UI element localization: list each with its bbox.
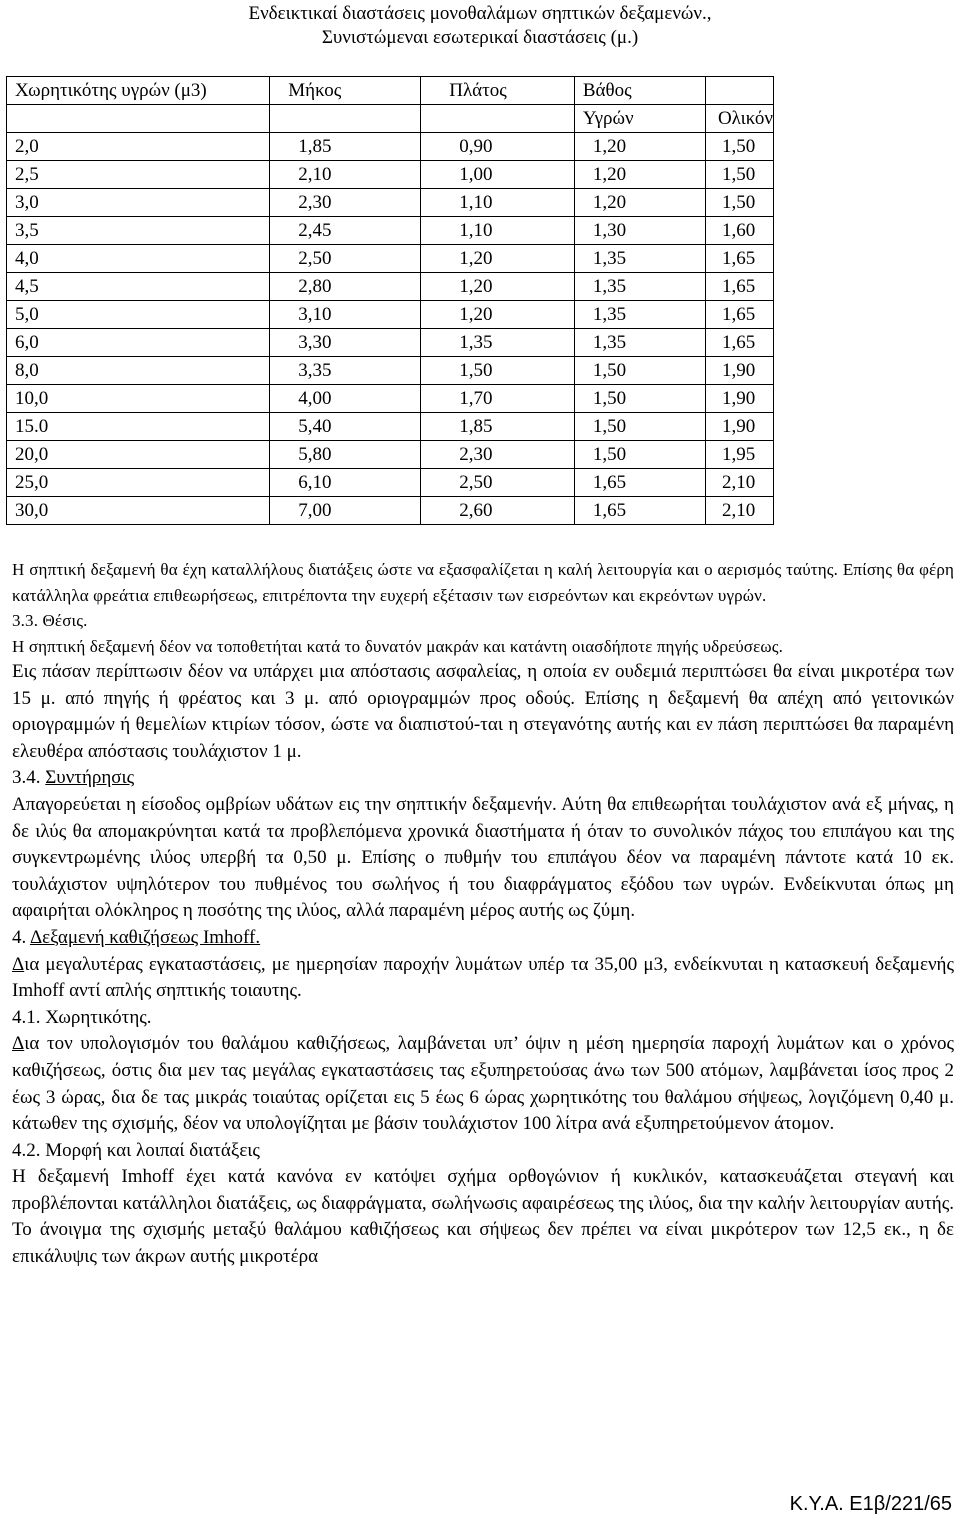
table-row [7,301,774,329]
cell-width: 1,10 [421,217,575,245]
cell-depth-total: 2,10 [705,469,773,497]
cell-depth-liquid: 1,20 [574,189,705,217]
cell-capacity: 20,0 [7,441,270,469]
cell-length: 3,35 [270,357,421,385]
cell-width: 1,35 [421,329,575,357]
cell-depth-liquid: 1,30 [574,217,705,245]
cell-capacity: 30,0 [7,497,270,525]
cell-capacity: 2,5 [7,161,270,189]
cell-capacity: 3,5 [7,217,270,245]
section-4-title: Δεξαμενή καθιζήσεως Imhoff. [29,926,261,948]
cell-depth-liquid: 1,50 [574,385,705,413]
cell-depth-liquid: 1,35 [574,329,705,357]
cell-capacity: 6,0 [7,329,270,357]
body-text [12,557,954,1271]
cell-width: 2,60 [421,497,575,525]
section-3-3-heading [12,608,954,634]
cell-length: 2,10 [270,161,421,189]
cell-width: 1,70 [421,385,575,413]
table-row [7,385,774,413]
cell-width: 1,10 [421,189,575,217]
cell-depth-liquid: 1,35 [574,301,705,329]
serif-section [12,659,954,1271]
section-4-1-number: 4.1. [12,1006,46,1028]
cell-depth-total: 2,10 [705,497,773,525]
header-width: Πλάτος [421,77,575,105]
cell-depth-total: 1,50 [705,189,773,217]
cell-depth-liquid: 1,20 [574,161,705,189]
paragraph-capacity-text: ια τον υπολογισμόν του θαλάμου καθιζήσεως, λαμβάνεται υπ’ όψιν η μέση ημερησία παροχή λυμάτων και ο χρόνος καθιζήσεως, όστις δια μεν τας μεγάλας εγκαταστάσεις τας εξυπηρετούσας άνω των 500 ατόμων, λαμβάνεται ίσος προς 2 έως 3 ώρας, δια δε τας μικράς τοιαύτας ορίζεται εις 5 έως 6 ώρας χωρητικότης του θαλάμου σήψεως, λογιζόμενη 0,40 μ. κάτωθεν της σχισμής, δέον να υπολογίζηται με βάσιν τουλάχιστον 100 λίτρα ανά εξυπηρετούμενον άτομον. [12,1033,954,1135]
document-title [0,2,960,50]
paragraph-ventilation: Η σηπτική δεξαμενή θα έχη καταλλήλους διατάξεις ώστε να εξασφαλίζεται η καλή λειτουργία και ο αερισμός ταύτης. Επίσης θα φέρη κατάλληλα φρεάτια επιθεωρήσεως, επιτρέποντα την ευχερή εξέτασιν των εισρεόντων και εκρεόντων υγρών. [12,560,954,605]
title-line-1: Ενδεικτικαί διαστάσεις μονοθαλάμων σηπτικών δεξαμενών., [248,3,712,24]
section-3-4-number: 3.4. [12,767,46,789]
cell-length: 4,00 [270,385,421,413]
cell-depth-total: 1,50 [705,161,773,189]
cell-length: 6,10 [270,469,421,497]
cell-depth-total: 1,90 [705,413,773,441]
paragraph-imhoff-intro-initial: Δ [12,953,25,975]
subheader-total: Ολικόν [705,105,773,133]
cell-capacity: 8,0 [7,357,270,385]
cell-depth-liquid: 1,50 [574,441,705,469]
cell-depth-total: 1,65 [705,301,773,329]
dimensions-table [6,76,774,525]
paragraph-safety-distance: Εις πάσαν περίπτωσιν δέον να υπάρχει μια απόστασις ασφαλείας, η οποία εν ουδεμιά περιπτώσει θα είναι μικροτέρα των 15 μ. από πηγής ή φρέατος και 3 μ. από οριογραμμών προς οδούς. Επίσης η δεξαμενή θα απέχη από γειτονικών οριογραμμών ή θεμελίων κτιρίων τόσον, ώστε να διαπιστού-ται η στεγανότης αυτής και εν πάση περιπτώσει θα παραμένη ελευθέρα απόστασις τουλάχιστον 1 μ. [12,661,954,762]
cell-width: 1,20 [421,245,575,273]
paragraph-capacity-initial: Δ [12,1033,25,1055]
section-4-2-number: 4.2. [12,1139,46,1161]
cell-depth-liquid: 1,35 [574,273,705,301]
cell-capacity: 2,0 [7,133,270,161]
table-row [7,161,774,189]
sans-section [12,557,954,659]
header-length: Μήκος [270,77,421,105]
section-3-3-number: 3.3. [12,611,43,630]
subheader-liquid: Υγρών [574,105,705,133]
cell-width: 1,20 [421,273,575,301]
cell-capacity: 10,0 [7,385,270,413]
section-4-1-title: Χωρητικότης. [45,1006,152,1028]
cell-depth-total: 1,50 [705,133,773,161]
cell-length: 3,30 [270,329,421,357]
cell-depth-total: 1,65 [705,245,773,273]
cell-depth-total: 1,65 [705,273,773,301]
paragraph-imhoff-intro [12,952,954,1005]
section-3-4-title: Συντήρησις [45,767,135,789]
section-4-2-heading [12,1138,954,1165]
subheader-empty-2 [421,105,575,133]
cell-capacity: 3,0 [7,189,270,217]
cell-depth-liquid: 1,65 [574,469,705,497]
table-row [7,329,774,357]
cell-width: 1,85 [421,413,575,441]
cell-length: 2,30 [270,189,421,217]
cell-length: 3,10 [270,301,421,329]
paragraph-capacity [12,1031,954,1137]
cell-depth-liquid: 1,35 [574,245,705,273]
cell-length: 5,80 [270,441,421,469]
header-capacity: Χωρητικότης υγρών (μ3) [7,77,270,105]
table-subheader-row [7,105,774,133]
cell-depth-total: 1,65 [705,329,773,357]
table-header-row [7,77,774,105]
subheader-empty-0 [7,105,270,133]
cell-length: 2,50 [270,245,421,273]
cell-length: 7,00 [270,497,421,525]
header-depth: Βάθος [574,77,705,105]
cell-capacity: 4,5 [7,273,270,301]
paragraph-placement: Η σηπτική δεξαμενή δέον να τοποθετήται κατά το δυνατόν μακράν και κατάντη οιασδήποτε πηγής υδρεύσεως. [12,636,784,656]
footer-reference: Κ.Υ.Α. Ε1β/221/65 [789,1493,952,1515]
cell-depth-liquid: 1,20 [574,133,705,161]
table-row [7,273,774,301]
title-line-2: Συνιστώμεναι εσωτερικαί διαστάσεις (μ.) [321,27,639,48]
cell-depth-total: 1,90 [705,357,773,385]
table-row [7,441,774,469]
cell-width: 1,50 [421,357,575,385]
section-3-3-title: Θέσις. [42,611,88,630]
table-row [7,133,774,161]
paragraph-shape: Η δεξαμενή Imhoff έχει κατά κανόνα εν κατόψει σχήμα ορθογώνιον ή κυκλικόν, κατασκευάζεται στεγανή και προβλέπονται κατάλληλοι διατάξεις, ως διαφράγματα, σωλήνωσις αφαιρέσεως της ιλύος, δια την καλήν λειτουργίαν αυτής. Το άνοιγμα της σχισμής μεταξύ θαλάμου καθιζήσεως και σήψεως δεν πρέπει να είναι μικρότερον των 12,5 εκ., η δε επικάλυψις των άκρων αυτής μικροτέρα [12,1166,954,1268]
table-row [7,413,774,441]
cell-depth-total: 1,60 [705,217,773,245]
section-4-2-title: Μορφή και λοιπαί διατάξεις [45,1139,260,1161]
paragraph-imhoff-intro-text: ια μεγαλυτέρας εγκαταστάσεις, με ημερησίαν παροχήν λυμάτων υπέρ τα 35,00 μ3, ενδείκνυται η κατασκευή δεξαμενής Imhoff αντί απλής σηπτικής τοιαυτης. [12,953,954,1002]
cell-capacity: 5,0 [7,301,270,329]
cell-width: 1,20 [421,301,575,329]
cell-length: 2,80 [270,273,421,301]
section-3-4-heading [12,765,954,792]
cell-depth-liquid: 1,50 [574,413,705,441]
subheader-empty-1 [270,105,421,133]
paragraph-maintenance: Απαγορεύεται η είσοδος ομβρίων υδάτων εις την σηπτικήν δεξαμενήν. Αύτη θα επιθεωρήται τουλάχιστον ανά εξ μήνας, η δε ιλύς θα απομακρύνηται κατά τα προβλεπόμενα χρονικά διαστήματα ή όταν το συνολικόν πάχος του επιπάγου και της συγκεντρωμένης ιλύος υπερβή τα 0,50 μ. Επίσης ο πυθμήν του επιπάγου δέον να παραμένη πάντοτε κατά 10 εκ. τουλάχιστον υψηλότερον του πυθμένος του σωλήνος ή του διαφράγματος εξόδου των υγρών. Ενδείκνυται όπως μη αφαιρήται ολόκληρος η ποσότης της ιλύος, αλλά παραμένη μέρος αυτής ως ζύμη. [12,793,954,922]
cell-capacity: 4,0 [7,245,270,273]
cell-length: 2,45 [270,217,421,245]
cell-depth-liquid: 1,50 [574,357,705,385]
cell-width: 2,30 [421,441,575,469]
cell-width: 2,50 [421,469,575,497]
cell-width: 1,00 [421,161,575,189]
cell-depth-liquid: 1,65 [574,497,705,525]
cell-capacity: 25,0 [7,469,270,497]
table-row [7,357,774,385]
section-4-1-heading [12,1005,954,1032]
section-4-heading [12,925,954,952]
cell-depth-total: 1,90 [705,385,773,413]
cell-length: 1,85 [270,133,421,161]
section-4-number: 4. [12,926,30,948]
table-row [7,469,774,497]
cell-width: 0,90 [421,133,575,161]
header-empty [705,77,773,105]
cell-capacity: 15.0 [7,413,270,441]
table-row [7,497,774,525]
table-row [7,189,774,217]
cell-length: 5,40 [270,413,421,441]
cell-depth-total: 1,95 [705,441,773,469]
table-row [7,217,774,245]
table-row [7,245,774,273]
